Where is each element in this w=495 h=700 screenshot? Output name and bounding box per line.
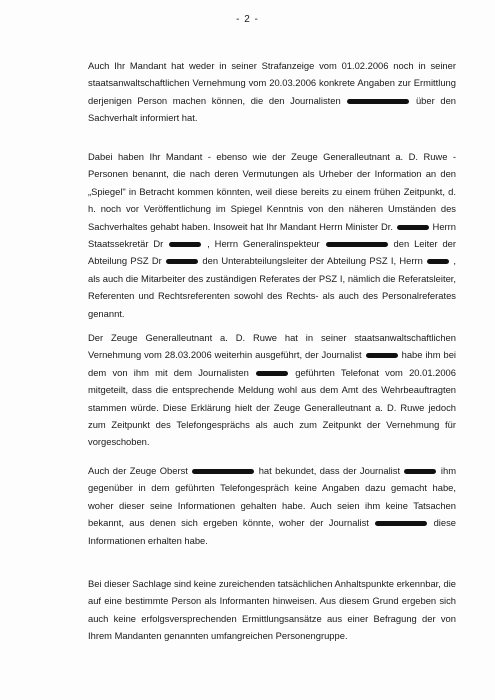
redaction-bar (326, 242, 388, 247)
paragraph-text: Auch der Zeuge Oberst (88, 465, 188, 476)
redaction-bar (166, 259, 198, 264)
redaction-bar (192, 469, 254, 474)
paragraph-text: Bei dieser Sachlage sind keine zureichenden tatsächlichen Anhaltspunkte erkennbar, die auf eine bestimmte Person als Informanten hinweisen. Aus diesem Grund ergeben sich auch keine erfolgsversprechenden Ermittlungsansätze aus einer Befragung der von Ihrem Mandanten genannten umfangreichen Personengruppe. (88, 578, 456, 642)
paragraph-text: habe ihm bei dem von ihm mit dem Journalisten (88, 349, 457, 378)
page-number: - 2 - (236, 14, 259, 25)
paragraph-2 (88, 148, 456, 322)
paragraph-text: , als auch die Mitarbeiter des zuständigen Referates der PSZ I, nämlich die Referatsleiter, Referenten und Rechtsreferenten sowohl des Rechts- als auch des Personalreferates genannt. (88, 255, 456, 319)
redaction-bar (366, 353, 398, 358)
paragraph-text: Auch Ihr Mandant hat weder in seiner Strafanzeige vom 01.02.2006 noch in seiner staatsanwaltschaftlichen Vernehmung vom 20.03.2006 konkrete Angaben zur Ermittlung derjenigen Person machen können, die den Journalisten (88, 60, 456, 106)
redaction-bar (427, 259, 449, 264)
redaction-bar (256, 371, 288, 376)
paragraph-4 (88, 462, 456, 549)
redaction-bar (404, 469, 436, 474)
paragraph-text: diese Informationen erhalten habe. (88, 517, 456, 546)
redaction-bar (397, 225, 429, 230)
paragraph-1 (88, 57, 456, 127)
paragraph-text: den Leiter der Abteilung PSZ Dr (88, 238, 457, 267)
paragraph-text: Herrn Staatssekretär Dr (88, 220, 456, 250)
paragraph-text: ihm gegenüber in dem geführten Telefongespräch keine Angaben dazu gemacht habe, woher dieser seine Informationen gehalten habe. Auch seien ihm keine Tatsachen bekannt, aus denen sich ergeben könnte, woher der Journalist (88, 465, 457, 529)
paragraph-text: Dabei haben Ihr Mandant - ebenso wie der Zeuge Generalleutnant a. D. Ruwe - Personen benannt, die nach deren Vermutungen als Urheber der Information an den „Spiegel" in Betracht kommen könnten, weil diese bereits zu einem frühen Zeitpunkt, d. h. noch vor Veröffentlichung im Spiegel Kenntnis von den näheren Umständen des Sachverhaltes gehabt haben. Insoweit hat Ihr Mandant Herrn Minister Dr. (88, 151, 456, 232)
paragraph-3 (88, 329, 456, 451)
paragraph-5 (88, 575, 456, 645)
paragraph-text: hat bekundet, dass der Journalist (258, 465, 401, 476)
redaction-bar (347, 99, 409, 104)
paragraph-text: den Unterabteilungsleiter der Abteilung PSZ I, Herrn (202, 255, 423, 267)
paragraph-text: über den Sachverhalt informiert hat. (88, 94, 457, 124)
redaction-bar (375, 521, 427, 526)
paragraph-text: , Herrn Generalinspekteur (207, 238, 320, 250)
redaction-bar (169, 242, 201, 247)
paragraph-text: geführten Telefonat vom 20.01.2006 mitgeteilt, dass die entsprechende Meldung wohl aus dem Amt des Wehrbeauftragten stammen würde. Diese Erklärung hielt der Zeuge Generalleutnant a. D. Ruwe jedoch zum Zeitpunkt des Telefongesprächs als auch zum Zeitpunkt der Vernehmung für vorgeschoben. (88, 366, 456, 448)
paragraph-text: Der Zeuge Generalleutnant a. D. Ruwe hat in seiner staatsanwaltschaftlichen Vernehmung vom 28.03.2006 weiterhin ausgeführt, der Journalist (88, 332, 456, 361)
